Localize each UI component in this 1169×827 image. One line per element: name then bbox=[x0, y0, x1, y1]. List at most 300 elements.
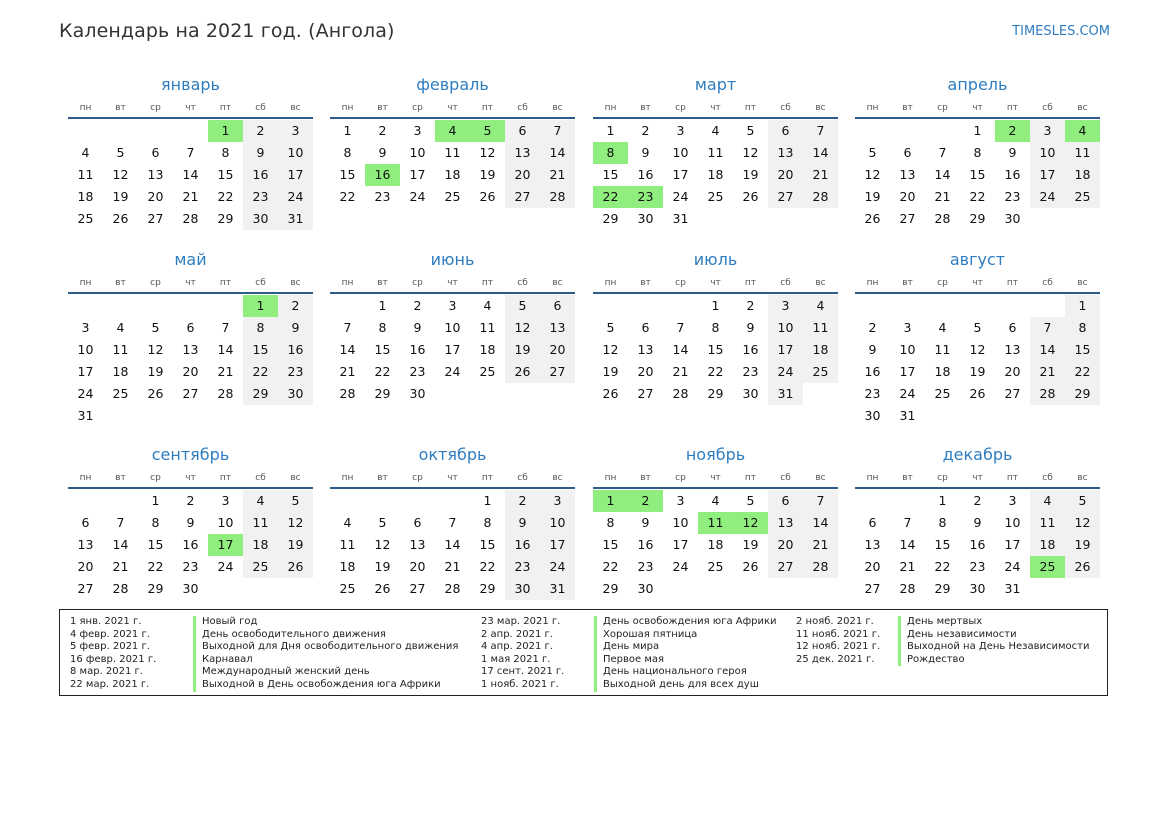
day-cell: 27 bbox=[540, 361, 575, 383]
day-grid bbox=[593, 120, 838, 230]
day-cell: 14 bbox=[899, 537, 916, 552]
day-cell: 23 bbox=[637, 559, 654, 574]
day-cell: 9 bbox=[413, 320, 422, 335]
day-cell: 2 bbox=[628, 490, 663, 512]
day-cell: 6 bbox=[505, 120, 540, 142]
day-cell: 10 bbox=[1004, 515, 1021, 530]
day-cell: 12 bbox=[147, 342, 164, 357]
day-cell: 9 bbox=[641, 145, 650, 160]
day-cell: 10 bbox=[899, 342, 916, 357]
day-cell: 5 bbox=[746, 493, 755, 508]
day-cell: 1 bbox=[483, 493, 492, 508]
holiday-names-column bbox=[193, 616, 458, 692]
day-cell: 1 bbox=[711, 298, 720, 313]
day-cell: 7 bbox=[540, 120, 575, 142]
day-cell: 12 bbox=[505, 317, 540, 339]
day-cell: 9 bbox=[746, 320, 755, 335]
day-cell: 3 bbox=[676, 123, 685, 138]
month-name: январь bbox=[161, 75, 220, 94]
day-cell: 20 bbox=[409, 559, 426, 574]
weekday-label: ср bbox=[150, 103, 161, 113]
month-5 bbox=[68, 249, 313, 427]
day-cell: 29 bbox=[217, 211, 234, 226]
day-cell: 28 bbox=[672, 386, 689, 401]
day-cell: 26 bbox=[969, 386, 986, 401]
day-cell: 3 bbox=[278, 120, 313, 142]
day-cell: 23 bbox=[278, 361, 313, 383]
day-cell: 14 bbox=[540, 142, 575, 164]
holiday-name: Выходной на День Независимости bbox=[898, 641, 1089, 654]
day-cell: 16 bbox=[365, 164, 400, 186]
weekday-header bbox=[68, 466, 313, 489]
day-cell: 16 bbox=[637, 167, 654, 182]
day-cell: 6 bbox=[641, 320, 650, 335]
weekday-label: сб bbox=[1042, 278, 1053, 288]
holiday-names-column bbox=[594, 616, 777, 692]
weekday-label: пт bbox=[219, 278, 232, 288]
day-cell: 30 bbox=[182, 581, 199, 596]
day-cell: 1 bbox=[243, 295, 278, 317]
weekday-label: ср bbox=[412, 103, 423, 113]
holiday-date: 23 мар. 2021 г. bbox=[481, 616, 561, 627]
day-cell: 10 bbox=[672, 515, 689, 530]
day-cell: 8 bbox=[973, 145, 982, 160]
day-cell: 10 bbox=[77, 342, 94, 357]
day-cell: 25 bbox=[1065, 186, 1100, 208]
day-empty bbox=[593, 295, 628, 317]
day-empty bbox=[103, 295, 138, 317]
day-cell: 25 bbox=[112, 386, 129, 401]
holiday-name: День национального героя bbox=[594, 666, 777, 679]
holiday-name: Выходной день для всех душ bbox=[594, 679, 777, 692]
day-cell: 23 bbox=[374, 189, 391, 204]
weekday-label: вс bbox=[290, 103, 301, 113]
weekday-label: вс bbox=[1077, 103, 1088, 113]
day-cell: 23 bbox=[1004, 189, 1021, 204]
day-cell: 19 bbox=[969, 364, 986, 379]
day-grid bbox=[855, 120, 1100, 230]
day-cell: 1 bbox=[593, 490, 628, 512]
weekday-label: чт bbox=[710, 103, 721, 113]
month-6 bbox=[330, 249, 575, 405]
day-cell: 19 bbox=[742, 167, 759, 182]
day-cell: 15 bbox=[934, 537, 951, 552]
day-cell: 17 bbox=[672, 167, 689, 182]
weekday-label: пт bbox=[219, 103, 232, 113]
day-cell: 29 bbox=[707, 386, 724, 401]
day-cell: 25 bbox=[243, 556, 278, 578]
day-cell: 25 bbox=[803, 361, 838, 383]
day-cell: 15 bbox=[217, 167, 234, 182]
weekday-label: сб bbox=[1042, 103, 1053, 113]
day-cell: 1 bbox=[343, 123, 352, 138]
holiday-date: 22 мар. 2021 г. bbox=[70, 678, 150, 690]
day-cell: 21 bbox=[1030, 361, 1065, 383]
day-cell: 7 bbox=[1030, 317, 1065, 339]
day-cell: 28 bbox=[934, 211, 951, 226]
weekday-label: сб bbox=[780, 278, 791, 288]
weekday-label: ср bbox=[412, 278, 423, 288]
weekday-label: сб bbox=[780, 473, 791, 483]
day-cell: 18 bbox=[112, 364, 129, 379]
holiday-date: 25 дек. 2021 г. bbox=[796, 653, 875, 665]
day-cell: 22 bbox=[602, 559, 619, 574]
day-cell: 4 bbox=[938, 320, 947, 335]
day-cell: 14 bbox=[934, 167, 951, 182]
day-cell: 10 bbox=[217, 515, 234, 530]
day-cell: 3 bbox=[413, 123, 422, 138]
day-cell: 8 bbox=[593, 142, 628, 164]
day-cell: 23 bbox=[864, 386, 881, 401]
day-cell: 28 bbox=[899, 581, 916, 596]
holiday-name: Новый год bbox=[193, 616, 458, 629]
day-cell: 2 bbox=[243, 120, 278, 142]
weekday-label: пт bbox=[219, 473, 232, 483]
day-cell: 5 bbox=[470, 120, 505, 142]
day-cell: 7 bbox=[448, 515, 457, 530]
weekday-label: сб bbox=[255, 473, 266, 483]
day-grid bbox=[330, 120, 575, 208]
day-cell: 21 bbox=[803, 534, 838, 556]
day-cell: 4 bbox=[803, 295, 838, 317]
day-cell: 13 bbox=[864, 537, 881, 552]
day-cell: 4 bbox=[343, 515, 352, 530]
day-cell: 18 bbox=[243, 534, 278, 556]
day-cell: 22 bbox=[593, 186, 628, 208]
day-cell: 25 bbox=[1030, 556, 1065, 578]
day-cell: 9 bbox=[973, 515, 982, 530]
day-cell: 26 bbox=[864, 211, 881, 226]
day-cell: 17 bbox=[77, 364, 94, 379]
day-cell: 5 bbox=[278, 490, 313, 512]
day-cell: 20 bbox=[637, 364, 654, 379]
day-cell: 16 bbox=[969, 537, 986, 552]
day-cell: 28 bbox=[339, 386, 356, 401]
day-cell: 27 bbox=[864, 581, 881, 596]
day-cell: 4 bbox=[81, 145, 90, 160]
month-1 bbox=[68, 74, 313, 230]
day-cell: 14 bbox=[803, 142, 838, 164]
day-cell: 22 bbox=[934, 559, 951, 574]
weekday-label: чт bbox=[447, 103, 458, 113]
day-cell: 18 bbox=[803, 339, 838, 361]
day-cell: 27 bbox=[505, 186, 540, 208]
day-cell: 22 bbox=[1065, 361, 1100, 383]
weekday-label: чт bbox=[710, 278, 721, 288]
day-cell: 31 bbox=[1004, 581, 1021, 596]
day-cell: 4 bbox=[483, 298, 492, 313]
day-cell: 1 bbox=[208, 120, 243, 142]
day-cell: 14 bbox=[444, 537, 461, 552]
weekday-label: пн bbox=[604, 278, 617, 288]
day-cell: 24 bbox=[409, 189, 426, 204]
holiday-name: День освобождения юга Африки bbox=[594, 616, 777, 629]
day-cell: 2 bbox=[278, 295, 313, 317]
weekday-label: вс bbox=[552, 278, 563, 288]
weekday-label: пн bbox=[866, 473, 879, 483]
day-cell: 16 bbox=[505, 534, 540, 556]
weekday-label: сб bbox=[517, 103, 528, 113]
weekday-label: пн bbox=[79, 473, 92, 483]
day-cell: 24 bbox=[444, 364, 461, 379]
day-empty bbox=[173, 295, 208, 317]
day-cell: 21 bbox=[672, 364, 689, 379]
day-cell: 13 bbox=[147, 167, 164, 182]
weekday-label: сб bbox=[780, 103, 791, 113]
weekday-label: вт bbox=[640, 278, 651, 288]
day-cell: 11 bbox=[1065, 142, 1100, 164]
day-cell: 6 bbox=[151, 145, 160, 160]
day-cell: 31 bbox=[899, 408, 916, 423]
day-cell: 9 bbox=[868, 342, 877, 357]
weekday-label: пн bbox=[341, 278, 354, 288]
day-cell: 30 bbox=[1004, 211, 1021, 226]
day-grid bbox=[330, 295, 575, 405]
day-cell: 8 bbox=[711, 320, 720, 335]
day-cell: 26 bbox=[742, 189, 759, 204]
weekday-label: вс bbox=[1077, 473, 1088, 483]
day-cell: 6 bbox=[768, 120, 803, 142]
day-cell: 29 bbox=[374, 386, 391, 401]
day-cell: 25 bbox=[934, 386, 951, 401]
day-cell: 11 bbox=[112, 342, 129, 357]
holiday-date: 12 нояб. 2021 г. bbox=[796, 641, 881, 653]
day-cell: 5 bbox=[1065, 490, 1100, 512]
day-cell: 29 bbox=[147, 581, 164, 596]
weekday-label: пн bbox=[79, 278, 92, 288]
weekday-label: пт bbox=[1006, 103, 1019, 113]
day-cell: 17 bbox=[444, 342, 461, 357]
weekday-label: пн bbox=[79, 103, 92, 113]
day-cell: 23 bbox=[243, 186, 278, 208]
day-cell: 18 bbox=[479, 342, 496, 357]
day-cell: 11 bbox=[444, 145, 461, 160]
day-cell: 21 bbox=[540, 164, 575, 186]
day-cell: 18 bbox=[707, 537, 724, 552]
day-cell: 17 bbox=[278, 164, 313, 186]
day-cell: 15 bbox=[602, 537, 619, 552]
day-empty bbox=[330, 490, 365, 512]
day-cell: 3 bbox=[448, 298, 457, 313]
day-empty bbox=[365, 490, 400, 512]
day-empty bbox=[138, 120, 173, 142]
weekday-label: вс bbox=[290, 473, 301, 483]
month-name: июнь bbox=[430, 250, 475, 269]
day-cell: 8 bbox=[606, 515, 615, 530]
day-cell: 22 bbox=[217, 189, 234, 204]
weekday-label: вс bbox=[290, 278, 301, 288]
day-cell: 24 bbox=[217, 559, 234, 574]
holiday-date: 5 февр. 2021 г. bbox=[70, 641, 150, 653]
day-cell: 30 bbox=[742, 386, 759, 401]
day-cell: 29 bbox=[602, 211, 619, 226]
month-name: октябрь bbox=[418, 445, 487, 464]
day-cell: 11 bbox=[1030, 512, 1065, 534]
month-name: август bbox=[949, 250, 1006, 269]
day-cell: 13 bbox=[505, 142, 540, 164]
day-cell: 26 bbox=[505, 361, 540, 383]
day-cell: 10 bbox=[444, 320, 461, 335]
day-cell: 22 bbox=[147, 559, 164, 574]
weekday-label: ср bbox=[150, 278, 161, 288]
day-cell: 21 bbox=[444, 559, 461, 574]
day-cell: 15 bbox=[602, 167, 619, 182]
day-grid bbox=[593, 295, 838, 405]
holiday-dates-column bbox=[796, 616, 880, 666]
weekday-label: пт bbox=[481, 278, 494, 288]
weekday-label: вт bbox=[640, 103, 651, 113]
day-grid bbox=[68, 295, 313, 427]
day-cell: 19 bbox=[505, 339, 540, 361]
day-cell: 6 bbox=[768, 490, 803, 512]
day-cell: 24 bbox=[672, 189, 689, 204]
day-cell: 21 bbox=[217, 364, 234, 379]
month-11 bbox=[593, 444, 838, 600]
day-cell: 8 bbox=[1065, 317, 1100, 339]
weekday-label: чт bbox=[185, 278, 196, 288]
day-cell: 20 bbox=[1004, 364, 1021, 379]
day-cell: 24 bbox=[672, 559, 689, 574]
day-cell: 25 bbox=[444, 189, 461, 204]
day-grid bbox=[593, 490, 838, 600]
weekday-label: пт bbox=[1006, 473, 1019, 483]
holidays-list bbox=[59, 609, 1108, 696]
day-cell: 4 bbox=[711, 123, 720, 138]
holiday-name: Первое мая bbox=[594, 654, 777, 667]
day-cell: 1 bbox=[606, 123, 615, 138]
day-cell: 28 bbox=[112, 581, 129, 596]
month-12 bbox=[855, 444, 1100, 600]
day-cell: 1 bbox=[151, 493, 160, 508]
day-cell: 28 bbox=[182, 211, 199, 226]
day-cell: 3 bbox=[768, 295, 803, 317]
weekday-header bbox=[593, 271, 838, 294]
day-cell: 5 bbox=[746, 123, 755, 138]
day-empty bbox=[138, 295, 173, 317]
weekday-label: пн bbox=[866, 278, 879, 288]
holiday-date: 1 мая 2021 г. bbox=[481, 653, 551, 665]
day-cell: 16 bbox=[243, 164, 278, 186]
day-cell: 15 bbox=[147, 537, 164, 552]
day-cell: 3 bbox=[81, 320, 90, 335]
month-3 bbox=[593, 74, 838, 230]
day-cell: 29 bbox=[243, 383, 278, 405]
day-cell: 14 bbox=[182, 167, 199, 182]
day-cell: 18 bbox=[1030, 534, 1065, 556]
holiday-date: 1 нояб. 2021 г. bbox=[481, 678, 559, 690]
day-empty bbox=[890, 120, 925, 142]
day-cell: 6 bbox=[540, 295, 575, 317]
weekday-label: вт bbox=[115, 473, 126, 483]
day-cell: 30 bbox=[243, 208, 278, 230]
weekday-label: пт bbox=[481, 103, 494, 113]
day-cell: 26 bbox=[112, 211, 129, 226]
day-cell: 16 bbox=[1004, 167, 1021, 182]
day-cell: 27 bbox=[409, 581, 426, 596]
weekday-label: вс bbox=[1077, 278, 1088, 288]
day-cell: 12 bbox=[733, 512, 768, 534]
weekday-label: ср bbox=[675, 103, 686, 113]
day-cell: 7 bbox=[676, 320, 685, 335]
day-cell: 28 bbox=[217, 386, 234, 401]
day-cell: 10 bbox=[278, 142, 313, 164]
day-cell: 15 bbox=[1065, 339, 1100, 361]
day-cell: 15 bbox=[374, 342, 391, 357]
day-cell: 6 bbox=[186, 320, 195, 335]
day-cell: 18 bbox=[934, 364, 951, 379]
day-cell: 4 bbox=[1065, 120, 1100, 142]
day-cell: 24 bbox=[899, 386, 916, 401]
day-cell: 13 bbox=[409, 537, 426, 552]
day-cell: 25 bbox=[707, 559, 724, 574]
day-cell: 3 bbox=[1030, 120, 1065, 142]
day-cell: 15 bbox=[707, 342, 724, 357]
day-cell: 23 bbox=[969, 559, 986, 574]
weekday-label: сб bbox=[517, 278, 528, 288]
weekday-label: чт bbox=[185, 473, 196, 483]
weekday-label: вс bbox=[815, 278, 826, 288]
holiday-name: День мертвых bbox=[898, 616, 1089, 629]
holiday-date: 11 нояб. 2021 г. bbox=[796, 628, 881, 640]
day-cell: 3 bbox=[1008, 493, 1017, 508]
weekday-label: вт bbox=[115, 103, 126, 113]
day-cell: 5 bbox=[378, 515, 387, 530]
day-cell: 29 bbox=[479, 581, 496, 596]
day-cell: 6 bbox=[413, 515, 422, 530]
day-cell: 26 bbox=[374, 581, 391, 596]
day-cell: 15 bbox=[479, 537, 496, 552]
day-cell: 21 bbox=[803, 164, 838, 186]
month-2 bbox=[330, 74, 575, 208]
day-cell: 13 bbox=[899, 167, 916, 182]
weekday-label: вт bbox=[377, 103, 388, 113]
day-cell: 17 bbox=[409, 167, 426, 182]
day-cell: 12 bbox=[864, 167, 881, 182]
day-cell: 13 bbox=[182, 342, 199, 357]
site-link[interactable]: TIMESLES.COM bbox=[1012, 24, 1110, 39]
day-cell: 22 bbox=[707, 364, 724, 379]
day-empty bbox=[628, 295, 663, 317]
day-cell: 22 bbox=[479, 559, 496, 574]
holiday-name: Хорошая пятница bbox=[594, 629, 777, 642]
day-cell: 23 bbox=[742, 364, 759, 379]
day-cell: 20 bbox=[147, 189, 164, 204]
weekday-label: сб bbox=[255, 278, 266, 288]
day-cell: 5 bbox=[973, 320, 982, 335]
day-cell: 2 bbox=[641, 123, 650, 138]
weekday-label: вс bbox=[552, 103, 563, 113]
day-cell: 12 bbox=[969, 342, 986, 357]
day-cell: 30 bbox=[637, 211, 654, 226]
weekday-label: вт bbox=[902, 473, 913, 483]
holiday-name: День независимости bbox=[898, 629, 1089, 642]
day-cell: 11 bbox=[803, 317, 838, 339]
day-cell: 11 bbox=[479, 320, 496, 335]
day-cell: 27 bbox=[1004, 386, 1021, 401]
day-cell: 13 bbox=[768, 512, 803, 534]
holiday-date: 8 мар. 2021 г. bbox=[70, 666, 143, 678]
holiday-name: Карнавал bbox=[193, 654, 458, 667]
weekday-label: вс bbox=[815, 473, 826, 483]
day-cell: 22 bbox=[243, 361, 278, 383]
day-cell: 2 bbox=[973, 493, 982, 508]
day-cell: 11 bbox=[934, 342, 951, 357]
day-cell: 16 bbox=[409, 342, 426, 357]
day-cell: 7 bbox=[938, 145, 947, 160]
day-cell: 11 bbox=[243, 512, 278, 534]
day-cell: 12 bbox=[374, 537, 391, 552]
day-cell: 14 bbox=[339, 342, 356, 357]
